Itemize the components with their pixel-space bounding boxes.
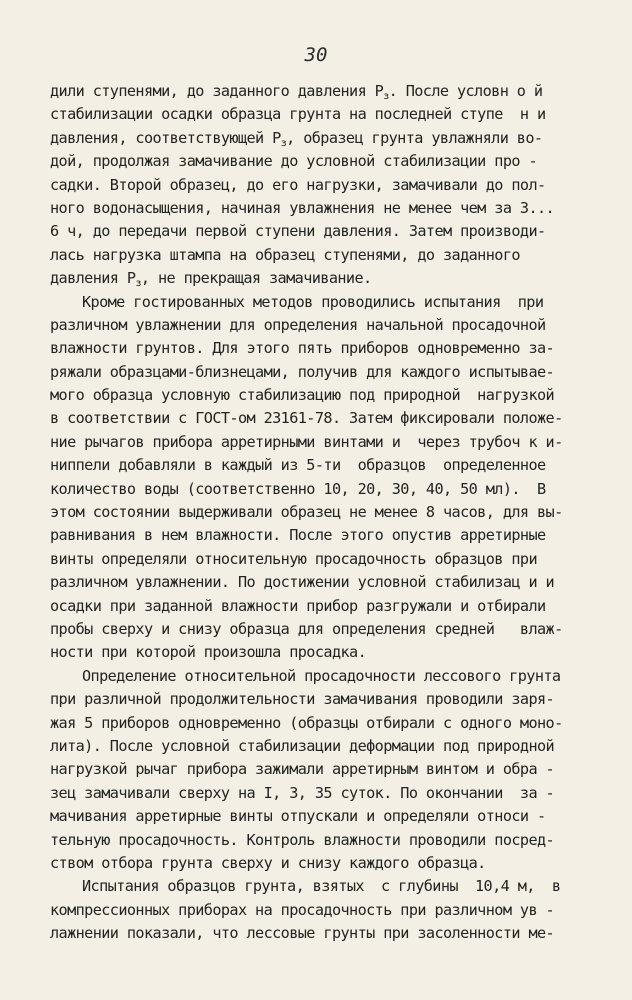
text-line-segment: дили ступенями, до заданного давления Р (50, 82, 384, 100)
text-line: этом состоянии выдерживали образец не менее 8 часов, для вы- (50, 503, 563, 522)
text-line: ством отбора грунта сверху и снизу каждого образца. (50, 853, 486, 872)
text-line: Определение относительной просадочности лессового грунта (82, 666, 561, 685)
subscript: з (280, 137, 287, 149)
text-line: жая 5 приборов одновременно (образцы отбирали с одного моно- (50, 713, 563, 732)
text-line: садки. Второй образец, до его нагрузки, замачивали до пол- (50, 175, 546, 194)
text-line: при различной продолжительности замачивания проводили заря- (50, 690, 555, 709)
text-line: 6 ч, до передачи первой ступени давления. Затем производи- (50, 222, 546, 241)
text-line: Кроме гостированных методов проводились испытания при (82, 292, 544, 311)
text-line: нагрузкой рычаг прибора зажимали арретирным винтом и обра - (50, 760, 555, 779)
page-number: 30 (304, 44, 328, 66)
text-line: компрессионных приборах на просадочность при различном ув - (50, 900, 555, 919)
text-line: дой, продолжая замачивание до условной стабилизации про - (50, 152, 537, 171)
text-line: в соответствии с ГОСТ-ом 23161-78. Затем фиксировали положе- (50, 409, 563, 428)
text-line: лась нагрузка штампа на образец ступенями, до заданного (50, 245, 520, 264)
text-line-segment: . После условн о й (388, 82, 543, 100)
text-line: мого образца условную стабилизацию под природной нагрузкой (50, 386, 555, 405)
text-line: ние рычагов прибора арретирными винтами и через трубоч к и- (50, 432, 563, 451)
text-line: Испытания образцов грунта, взятых с глубины 10,4 м, в (82, 877, 561, 896)
text-line: ряжали образцами-близнецами, получив для каждого испытывае- (50, 362, 555, 381)
text-line: винты определяли относительную просадочность образцов при (50, 549, 537, 568)
text-line: ного водонасыщения, начиная увлажнения не менее чем за 3... (50, 198, 555, 217)
text-line: тельную просадочность. Контроль влажности проводили посред- (50, 830, 555, 849)
text-line: лажнении показали, что лессовые грунты при засоленности ме- (50, 924, 555, 943)
text-line: ниппели добавляли в каждый из 5-ти образцов определенное (50, 456, 546, 475)
text-line-segment: , образец грунта увлажняли во- (286, 128, 543, 147)
text-line: мачивания арретирные винты отпускали и определяли относи - (50, 807, 546, 826)
text-line: ности при которой произошла просадка. (50, 643, 367, 662)
text-line: влажности грунтов. Для этого пять приборов одновременно за- (50, 339, 555, 358)
text-line (50, 267, 610, 290)
text-line: стабилизации осадки образца грунта на последней ступе н и (50, 105, 546, 124)
text-line: количество воды (соответственно 10, 20, 30, 40, 50 мл). В (50, 479, 546, 498)
text-line: пробы сверху и снизу образца для определения средней влаж- (50, 619, 563, 638)
text-line-segment: давления Р (50, 269, 136, 288)
text-line-segment: давления, соответствующей Р (50, 128, 281, 147)
subscript: з (135, 278, 141, 290)
text-line: различном увлажнении для определения начальной просадочной (50, 315, 546, 334)
text-line: осадки при заданной влажности прибор разгружали и отбирали (50, 596, 546, 615)
text-line-segment: , не прекращая замачивание. (140, 269, 372, 288)
text-line: зец замачивали сверху на I, 3, 35 суток. По окончании за - (50, 783, 555, 802)
subscript: з (383, 91, 389, 102)
text-line (50, 80, 610, 103)
text-line: равнивания в нем влажности. После этого опустив арретирные (50, 526, 546, 545)
text-line (50, 127, 610, 150)
body-text (50, 80, 610, 945)
text-line: лита). После условной стабилизации деформации под природной (50, 736, 555, 755)
text-line: различном увлажнении. По достижении условной стабилизац и и (50, 573, 555, 592)
